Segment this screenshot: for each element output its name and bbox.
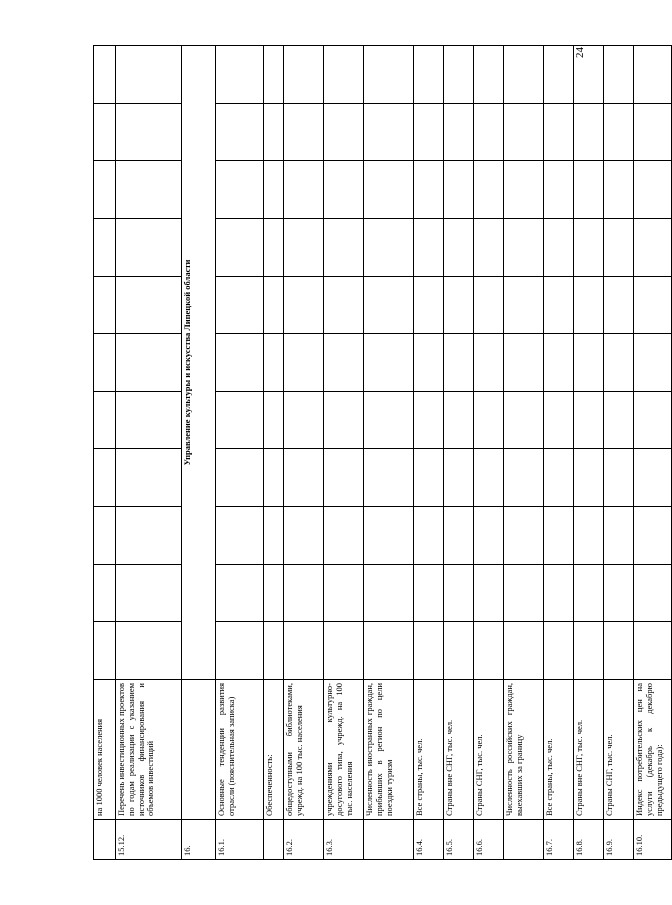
empty-cell (284, 507, 324, 565)
empty-cell (504, 219, 544, 277)
empty-cell (414, 507, 444, 565)
row-label-cell: общедоступными библиотеками, учрежд. на 100 тыс. населения (284, 680, 324, 820)
empty-cell (414, 391, 444, 449)
empty-cell (94, 564, 116, 622)
empty-cell (284, 334, 324, 392)
table-row (414, 46, 444, 860)
empty-cell (574, 276, 604, 334)
row-number-cell: 16.5. (444, 820, 474, 860)
empty-cell (634, 103, 672, 161)
empty-cell (264, 276, 284, 334)
table-row (574, 46, 604, 860)
empty-cell (94, 46, 116, 104)
empty-cell (604, 564, 634, 622)
empty-cell (264, 161, 284, 219)
empty-cell (504, 46, 544, 104)
empty-cell (364, 391, 414, 449)
empty-cell (414, 46, 444, 104)
empty-cell (364, 622, 414, 680)
empty-cell (284, 103, 324, 161)
empty-cell (216, 507, 264, 565)
row-number-cell: 16.9. (604, 820, 634, 860)
row-number-cell (94, 820, 116, 860)
row-label-cell: Численность иностранных граждан, прибывших в регион по цели поездки туризм (364, 680, 414, 820)
empty-cell (414, 622, 444, 680)
empty-cell (324, 391, 364, 449)
empty-cell (284, 46, 324, 104)
table-row (544, 46, 574, 860)
empty-cell (364, 219, 414, 277)
empty-cell (504, 449, 544, 507)
empty-cell (474, 161, 504, 219)
empty-cell (604, 507, 634, 565)
empty-cell (474, 46, 504, 104)
empty-cell (216, 334, 264, 392)
empty-cell (544, 103, 574, 161)
empty-cell (444, 46, 474, 104)
empty-cell (264, 46, 284, 104)
empty-cell (116, 449, 182, 507)
empty-cell (634, 564, 672, 622)
empty-cell (574, 334, 604, 392)
empty-cell (544, 622, 574, 680)
empty-cell (634, 161, 672, 219)
row-number-cell: 16.1. (216, 820, 264, 860)
empty-cell (634, 276, 672, 334)
row-label-cell: Основные тенденции развития отрасли (пояснительная записка) (216, 680, 264, 820)
empty-cell (324, 622, 364, 680)
empty-cell (264, 391, 284, 449)
row-label-cell: Перечень инвестиционных проектов по годам реализации с указанием источников финансирования и объемов инвестиций (116, 680, 182, 820)
empty-cell (414, 219, 444, 277)
empty-cell (474, 391, 504, 449)
empty-cell (94, 161, 116, 219)
row-number-cell (504, 820, 544, 860)
empty-cell (264, 449, 284, 507)
empty-cell (216, 276, 264, 334)
empty-cell (444, 391, 474, 449)
empty-cell (216, 161, 264, 219)
row-number-cell: 16. (182, 820, 216, 860)
empty-cell (94, 276, 116, 334)
empty-cell (634, 334, 672, 392)
row-number-cell: 16.3. (324, 820, 364, 860)
empty-cell (414, 334, 444, 392)
empty-cell (216, 103, 264, 161)
empty-cell (574, 46, 604, 104)
empty-cell (574, 622, 604, 680)
empty-cell (574, 391, 604, 449)
empty-cell (94, 391, 116, 449)
empty-cell (364, 276, 414, 334)
empty-cell (444, 564, 474, 622)
empty-cell (116, 564, 182, 622)
empty-cell (414, 449, 444, 507)
empty-cell (574, 219, 604, 277)
table-row (264, 46, 284, 860)
empty-cell (324, 334, 364, 392)
row-number-cell: 16.10. (634, 820, 672, 860)
empty-cell (414, 161, 444, 219)
empty-cell (324, 564, 364, 622)
empty-cell (634, 46, 672, 104)
empty-cell (216, 622, 264, 680)
row-label-cell: Все страны, тыс. чел. (414, 680, 444, 820)
table-row (94, 46, 116, 860)
empty-cell (604, 391, 634, 449)
empty-cell (116, 276, 182, 334)
data-table (93, 45, 672, 860)
table-row (634, 46, 672, 860)
empty-cell (444, 507, 474, 565)
row-label-cell: Обеспеченность: (264, 680, 284, 820)
empty-cell (504, 622, 544, 680)
empty-cell (604, 219, 634, 277)
empty-cell (604, 161, 634, 219)
empty-cell (216, 46, 264, 104)
empty-cell (474, 276, 504, 334)
empty-cell (116, 391, 182, 449)
empty-cell (504, 276, 544, 334)
empty-cell (544, 564, 574, 622)
empty-cell (544, 391, 574, 449)
empty-cell (324, 103, 364, 161)
empty-cell (634, 391, 672, 449)
empty-cell (604, 449, 634, 507)
empty-cell (574, 564, 604, 622)
empty-cell (444, 161, 474, 219)
table-row (116, 46, 182, 860)
row-number-cell: 16.2. (284, 820, 324, 860)
row-label-cell: Страны СНГ, тыс. чел. (604, 680, 634, 820)
empty-cell (324, 449, 364, 507)
empty-cell (264, 507, 284, 565)
empty-cell (116, 507, 182, 565)
empty-cell (284, 219, 324, 277)
empty-cell (504, 103, 544, 161)
section-heading: Управление культуры и искусства Липецкой области (182, 46, 216, 680)
row-number-cell (264, 820, 284, 860)
empty-cell (116, 334, 182, 392)
table-row (364, 46, 414, 860)
empty-cell (94, 449, 116, 507)
empty-cell (264, 622, 284, 680)
empty-cell (324, 161, 364, 219)
empty-cell (264, 103, 284, 161)
empty-cell (216, 219, 264, 277)
empty-cell (504, 334, 544, 392)
empty-cell (364, 334, 414, 392)
empty-cell (444, 103, 474, 161)
empty-cell (604, 276, 634, 334)
empty-cell (94, 334, 116, 392)
empty-cell (574, 161, 604, 219)
empty-cell (116, 103, 182, 161)
empty-cell (284, 391, 324, 449)
row-label-cell: Страны СНГ, тыс. чел. (474, 680, 504, 820)
empty-cell (474, 334, 504, 392)
empty-cell (474, 564, 504, 622)
empty-cell (94, 622, 116, 680)
empty-cell (544, 161, 574, 219)
empty-cell (216, 564, 264, 622)
empty-cell (264, 334, 284, 392)
empty-cell (574, 103, 604, 161)
empty-cell (94, 507, 116, 565)
empty-cell (544, 219, 574, 277)
table-row (216, 46, 264, 860)
empty-cell (414, 276, 444, 334)
row-label-cell: Страны вне СНГ, тыс. чел. (574, 680, 604, 820)
empty-cell (504, 161, 544, 219)
empty-cell (284, 564, 324, 622)
empty-cell (474, 219, 504, 277)
empty-cell (604, 622, 634, 680)
table-row (474, 46, 504, 860)
empty-cell (116, 622, 182, 680)
table-row (284, 46, 324, 860)
empty-cell (474, 449, 504, 507)
empty-cell (116, 46, 182, 104)
row-number-cell: 16.4. (414, 820, 444, 860)
empty-cell (634, 219, 672, 277)
empty-cell (544, 276, 574, 334)
empty-cell (474, 507, 504, 565)
empty-cell (364, 161, 414, 219)
empty-cell (574, 507, 604, 565)
empty-cell (444, 622, 474, 680)
page-number: 24 (574, 47, 586, 58)
empty-cell (544, 449, 574, 507)
row-number-cell: 15.12. (116, 820, 182, 860)
empty-cell (94, 103, 116, 161)
empty-cell (474, 103, 504, 161)
row-label-cell: Страны вне СНГ, тыс. чел. (444, 680, 474, 820)
row-label-cell: Индекс потребительских цен на услуги (декабрь к декабрю предыдущего года): (634, 680, 672, 820)
table-row (182, 46, 216, 860)
empty-cell (634, 449, 672, 507)
empty-cell (324, 507, 364, 565)
empty-cell (324, 276, 364, 334)
empty-cell (634, 622, 672, 680)
empty-cell (414, 564, 444, 622)
empty-cell (544, 507, 574, 565)
row-label-cell: Численность российских граждан, выехавших за границу (504, 680, 544, 820)
empty-cell (284, 622, 324, 680)
row-label-cell (182, 680, 216, 820)
empty-cell (444, 449, 474, 507)
empty-cell (604, 103, 634, 161)
empty-cell (444, 276, 474, 334)
empty-cell (604, 46, 634, 104)
empty-cell (324, 219, 364, 277)
empty-cell (444, 219, 474, 277)
empty-cell (284, 449, 324, 507)
empty-cell (94, 219, 116, 277)
row-label-cell: учреждениями культурно-досугового типа, учрежд. на 100 тыс. населения (324, 680, 364, 820)
empty-cell (364, 507, 414, 565)
row-label-cell: Все страны, тыс. чел. (544, 680, 574, 820)
empty-cell (364, 564, 414, 622)
empty-cell (284, 161, 324, 219)
row-number-cell: 16.8. (574, 820, 604, 860)
empty-cell (634, 507, 672, 565)
row-label-cell: на 1000 человек населения (94, 680, 116, 820)
row-number-cell (364, 820, 414, 860)
empty-cell (544, 46, 574, 104)
empty-cell (444, 334, 474, 392)
empty-cell (116, 161, 182, 219)
empty-cell (364, 449, 414, 507)
table-row (504, 46, 544, 860)
empty-cell (364, 103, 414, 161)
empty-cell (216, 391, 264, 449)
row-number-cell: 16.7. (544, 820, 574, 860)
empty-cell (264, 219, 284, 277)
empty-cell (604, 334, 634, 392)
table-row (604, 46, 634, 860)
empty-cell (504, 564, 544, 622)
empty-cell (474, 622, 504, 680)
empty-cell (264, 564, 284, 622)
empty-cell (364, 46, 414, 104)
empty-cell (504, 507, 544, 565)
table-row (444, 46, 474, 860)
empty-cell (216, 449, 264, 507)
empty-cell (414, 103, 444, 161)
table-row (324, 46, 364, 860)
empty-cell (574, 449, 604, 507)
empty-cell (544, 334, 574, 392)
empty-cell (284, 276, 324, 334)
empty-cell (116, 219, 182, 277)
empty-cell (504, 391, 544, 449)
row-number-cell: 16.6. (474, 820, 504, 860)
empty-cell (324, 46, 364, 104)
